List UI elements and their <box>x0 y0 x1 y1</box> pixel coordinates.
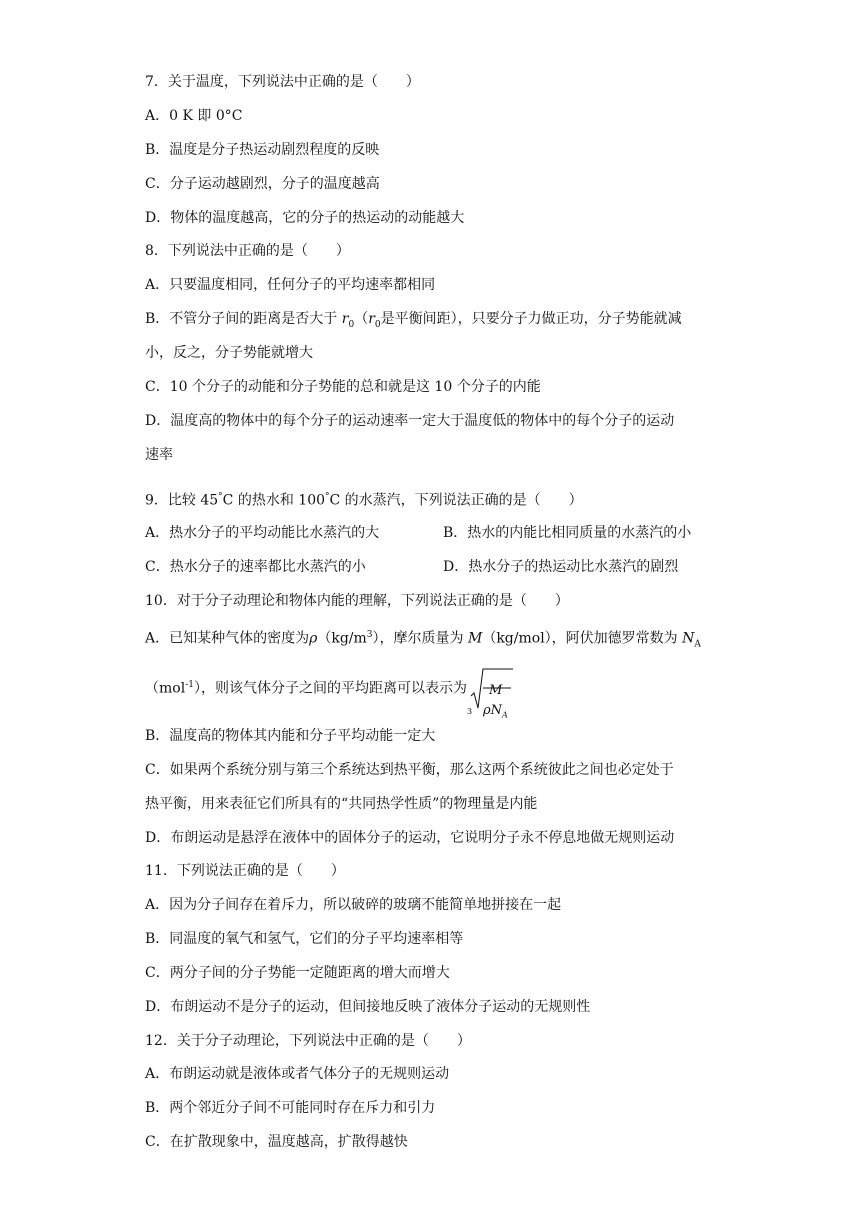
cube-root-formula <box>466 666 515 720</box>
q8-b-text-mid: （ <box>354 311 369 327</box>
q12-option-b: B．两个邻近分子间不可能同时存在斥力和引力 <box>145 1100 436 1116</box>
q10-a-text-mid3: （kg/mol），阿伏加德罗常数为 <box>482 630 683 647</box>
r0-subscript-2: 0 <box>374 319 381 330</box>
avogadro-subscript: A <box>694 639 701 650</box>
q9-stem-pre: 9．比较 45 <box>145 492 219 509</box>
q10-a-text-pre: A．已知某种气体的密度为 <box>145 630 310 647</box>
q10-option-d: D．布朗运动是悬浮在液体中的固体分子的运动，它说明分子永不停息地做无规则运动 <box>145 830 675 846</box>
q9-option-d: D．热水分子的热运动比水蒸汽的剧烈 <box>443 559 679 575</box>
q7-option-d: D．物体的温度越高，它的分子的热运动的动能越大 <box>145 210 465 226</box>
q8-b-text-post: 是平衡间距），只要分子力做正功，分子势能就减 <box>380 311 682 327</box>
q12-stem: 12．关于分子动理论，下列说法中正确的是（ ） <box>145 1033 471 1049</box>
molar-mass-symbol: M <box>467 630 483 647</box>
q8-stem: 8．下列说法中正确的是（ ） <box>145 243 350 259</box>
denominator-text: ρN <box>482 702 502 718</box>
q9-option-a: A．热水分子的平均动能比水蒸汽的大 <box>145 525 380 541</box>
q10-option-c-line1: C．如果两个系统分别与第三个系统达到热平衡，那么这两个系统彼此之间也必定处于 <box>145 762 674 778</box>
rho-symbol: ρ <box>309 630 318 647</box>
q10-option-a-line2 <box>145 662 515 720</box>
q10-a-text-mid1: （kg/m <box>317 630 367 647</box>
q12-option-a: A．布朗运动就是液体或者气体分子的无规则运动 <box>145 1066 450 1082</box>
q11-option-b: B．同温度的氧气和氢气，它们的分子平均速率相等 <box>145 931 464 947</box>
q8-option-d-line2: 速率 <box>145 447 173 463</box>
superscript-neg1: -1 <box>185 680 194 690</box>
q10-a2-post: ），则该气体分子之间的平均距离可以表示为 <box>193 680 467 697</box>
q9-stem <box>145 487 583 511</box>
q10-a-text-mid2: ），摩尔质量为 <box>372 630 468 647</box>
avogadro-symbol: N <box>682 630 695 647</box>
r0-symbol-2: r <box>368 311 375 327</box>
degree-sign-2: ° <box>325 492 330 502</box>
root-index: 3 <box>466 706 473 716</box>
q8-option-a: A．只要温度相同，任何分子的平均速率都相同 <box>145 277 436 293</box>
q9-option-b: B．热水的内能比相同质量的水蒸汽的小 <box>443 525 692 541</box>
q8-option-b-line2: 小，反之，分子势能就增大 <box>145 345 313 361</box>
q10-a2-pre: （mol <box>145 680 186 697</box>
q7-option-a: A．0 K 即 0°C <box>145 108 243 124</box>
superscript-3: 3 <box>366 630 373 640</box>
q11-stem: 11．下列说法正确的是（ ） <box>145 863 345 879</box>
q11-option-d: D．布朗运动不是分子的运动，但间接地反映了液体分子运动的无规则性 <box>145 999 591 1015</box>
degree-sign: ° <box>218 492 223 502</box>
q12-option-c: C．在扩散现象中，温度越高，扩散得越快 <box>145 1134 408 1150</box>
q8-option-b-line1 <box>145 309 682 335</box>
q7-stem: 7．关于温度，下列说法中正确的是（ ） <box>145 74 420 90</box>
q7-option-b: B．温度是分子热运动剧烈程度的反映 <box>145 142 380 158</box>
denominator-subscript: A <box>502 710 508 720</box>
q11-option-c: C．两分子间的分子势能一定随距离的增大而增大 <box>145 965 450 981</box>
q9-option-c: C．热水分子的速率都比水蒸汽的小 <box>145 559 366 575</box>
q10-option-a-line1 <box>145 625 701 654</box>
q8-option-c: C．10 个分子的动能和分子势能的总和就是这 10 个分子的内能 <box>145 379 541 395</box>
q10-stem: 10．对于分子动理论和物体内能的理解，下列说法正确的是（ ） <box>145 593 569 609</box>
r0-symbol: r <box>341 311 349 327</box>
fraction-denominator <box>483 688 508 739</box>
q11-option-a: A．因为分子间存在着斥力，所以破碎的玻璃不能简单地拼接在一起 <box>145 897 562 913</box>
q7-option-c: C．分子运动越剧烈，分子的温度越高 <box>145 176 380 192</box>
q8-b-text-pre: B．不管分子间的距离是否大于 <box>145 311 342 327</box>
fraction-numerator: M <box>488 682 503 698</box>
q8-option-d-line1: D．温度高的物体中的每个分子的运动速率一定大于温度低的物体中的每个分子的运动 <box>145 413 675 429</box>
q10-option-c-line2: 热平衡，用来表征它们所具有的“共同热学性质”的物理量是内能 <box>145 796 538 812</box>
q9-stem-post: C 的水蒸汽，下列说法正确的是（ ） <box>329 492 583 509</box>
q9-stem-mid: C 的热水和 100 <box>222 492 326 509</box>
q10-option-b: B．温度高的物体其内能和分子平均动能一定大 <box>145 728 436 744</box>
r0-subscript: 0 <box>348 319 355 330</box>
